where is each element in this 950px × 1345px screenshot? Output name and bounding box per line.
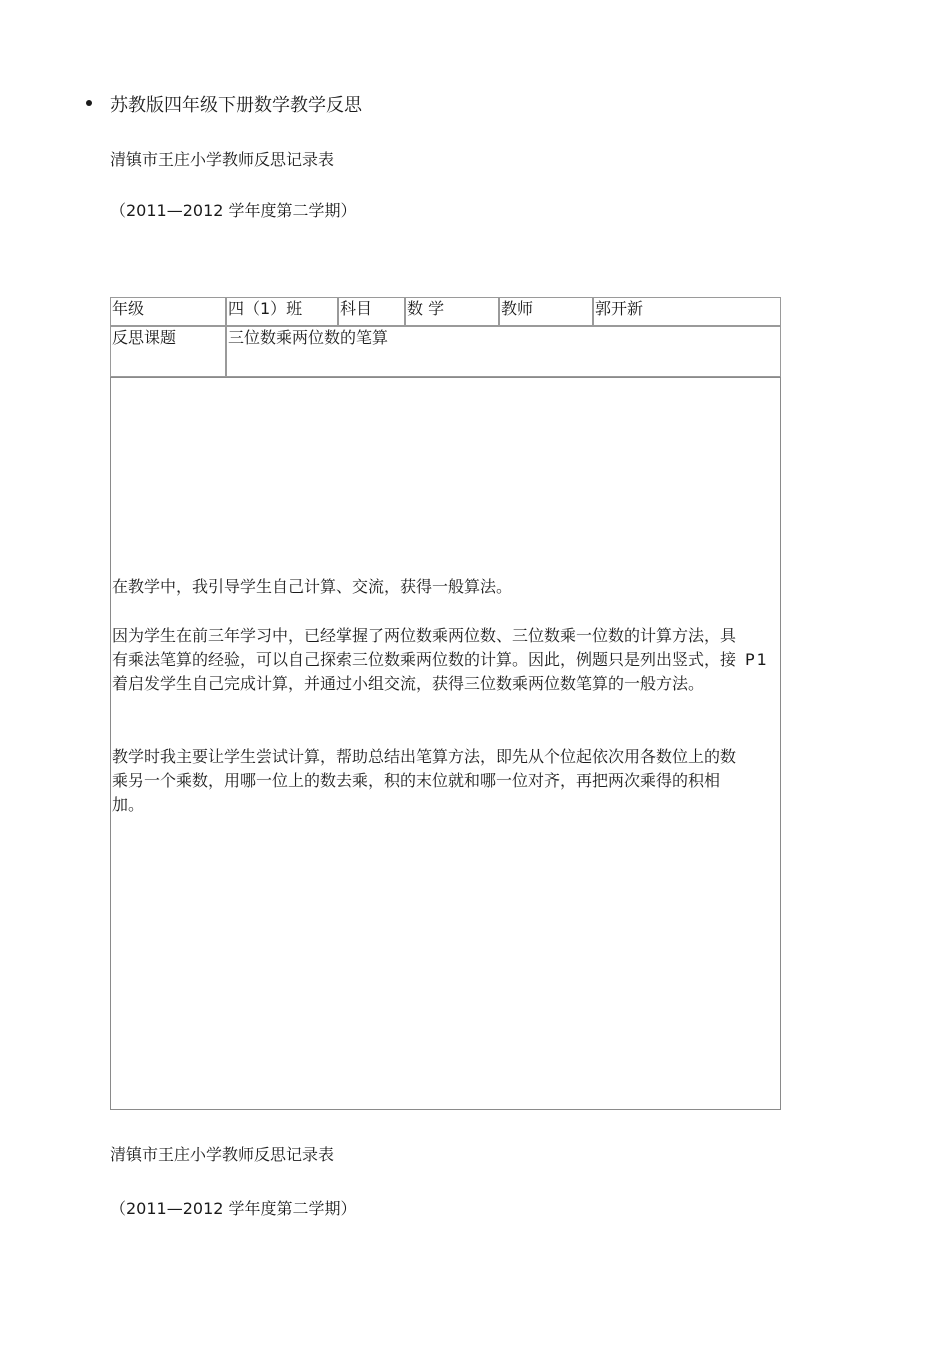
bullet-icon xyxy=(86,100,92,106)
record-table-title-2: 清镇市王庄小学教师反思记录表 xyxy=(110,1145,335,1164)
reflection-paragraph-3: 教学时我主要让学生尝试计算，帮助总结出笔算方法，即先从个位起依次用各数位上的数乘另一个乘数，用哪一位上的数去乘，积的末位就和哪一位对齐，再把两次乘得的积相加。 xyxy=(112,747,737,814)
record-table-title: 清镇市王庄小学教师反思记录表 xyxy=(110,150,335,169)
page-marker: P1 xyxy=(745,650,769,669)
teacher-value: 郭开新 xyxy=(593,297,781,326)
document-title: 苏教版四年级下册数学教学反思 xyxy=(110,95,362,116)
reflection-content-cell xyxy=(110,377,781,1110)
grade-value: 四（1）班 xyxy=(226,297,338,326)
school-term: （2011—2012 学年度第二学期） xyxy=(110,201,357,220)
subject-value: 数 学 xyxy=(405,297,499,326)
subject-label: 科目 xyxy=(338,297,405,326)
teacher-label: 教师 xyxy=(499,297,593,326)
school-term-2: （2011—2012 学年度第二学期） xyxy=(110,1199,357,1218)
grade-label: 年级 xyxy=(110,297,226,326)
topic-value: 三位数乘两位数的笔算 xyxy=(226,326,781,377)
reflection-paragraph-2: 因为学生在前三年学习中，已经掌握了两位数乘两位数、三位数乘一位数的计算方法，具有乘法笔算的经验，可以自己探索三位数乘两位数的计算。因此，例题只是列出竖式，接着启发学生自己完成计算，并通过小组交流，获得三位数乘两位数笔算的一般方法。 xyxy=(112,626,737,693)
topic-label: 反思课题 xyxy=(110,326,226,377)
reflection-paragraph-1: 在教学中，我引导学生自己计算、交流，获得一般算法。 xyxy=(112,577,513,596)
